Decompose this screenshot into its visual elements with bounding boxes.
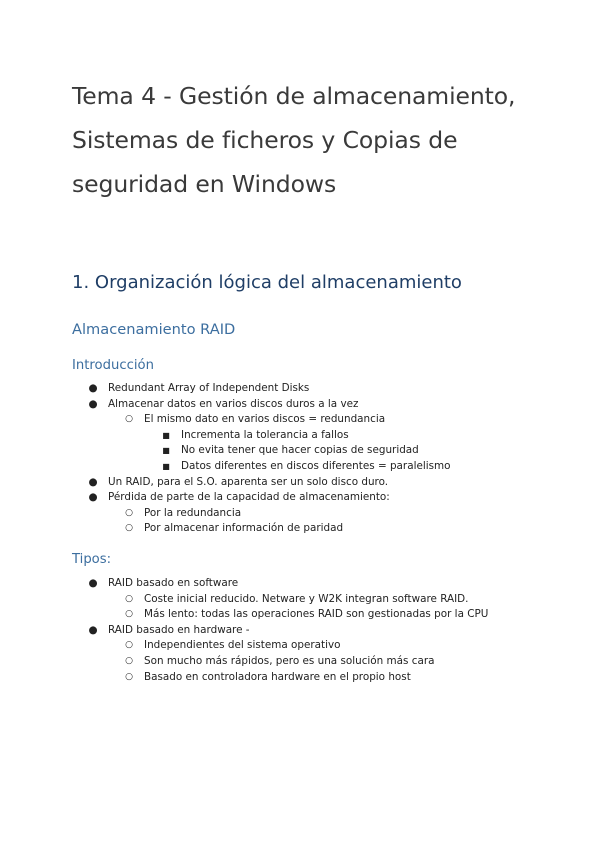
- bullet-circle-icon: ○: [125, 593, 133, 604]
- bullet-disc-icon: ●: [88, 577, 98, 589]
- list-item: [72, 459, 451, 475]
- list-item-text: RAID basado en software: [108, 577, 239, 589]
- list-item-text: El mismo dato en varios discos = redundancia: [144, 413, 386, 426]
- bullet-circle-icon: ○: [125, 640, 133, 651]
- subsection-heading: Almacenamiento RAID: [72, 321, 236, 338]
- bullet-square-icon: ■: [162, 430, 170, 440]
- list-item-text: Redundant Array of Independent Disks: [108, 382, 310, 394]
- tipos-list: [72, 576, 488, 685]
- bullet-square-icon: ■: [162, 461, 170, 471]
- list-item: [72, 654, 488, 670]
- bullet-disc-icon: ●: [88, 491, 98, 504]
- list-item-text: Por la redundancia: [144, 506, 242, 519]
- list-item-text: Datos diferentes en discos diferentes = paralelismo: [181, 459, 451, 472]
- list-item: [72, 412, 451, 428]
- list-item: [72, 443, 451, 459]
- bullet-circle-icon: ○: [125, 507, 133, 518]
- list-item: [72, 428, 451, 444]
- bullet-square-icon: ■: [162, 446, 170, 456]
- list-item-text: Un RAID, para el S.O. aparenta ser un solo disco duro.: [108, 475, 389, 488]
- list-item: [72, 490, 451, 506]
- tipos-heading: Tipos:: [72, 552, 112, 567]
- list-item: [72, 475, 451, 491]
- bullet-disc-icon: ●: [88, 475, 98, 488]
- list-item-text: Por almacenar información de paridad: [144, 522, 344, 535]
- intro-heading: Introducción: [72, 358, 154, 373]
- list-item-text: RAID basado en hardware -: [108, 623, 250, 636]
- list-item-text: Son mucho más rápidos, pero es una solución más cara: [144, 654, 435, 667]
- section-heading: 1. Organización lógica del almacenamiento: [72, 272, 462, 293]
- bullet-circle-icon: ○: [125, 414, 133, 425]
- list-item: [72, 638, 488, 654]
- bullet-disc-icon: ●: [88, 623, 98, 636]
- list-item: [72, 623, 488, 639]
- list-item: [72, 592, 488, 608]
- list-item-text: Independientes del sistema operativo: [144, 639, 341, 652]
- document-title: Tema 4 - Gestión de almacenamiento, Sistemas de ficheros y Copias de seguridad en Windows: [72, 82, 516, 198]
- list-item: [72, 381, 451, 397]
- list-item-text: Coste inicial reducido. Netware y W2K integran software RAID.: [144, 592, 469, 605]
- bullet-disc-icon: ●: [88, 382, 98, 394]
- list-item: [72, 397, 451, 413]
- bullet-circle-icon: ○: [125, 523, 133, 534]
- list-item-text: No evita tener que hacer copias de seguridad: [181, 444, 419, 457]
- list-item-text: Basado en controladora hardware en el propio host: [144, 670, 411, 683]
- list-item-text: Incrementa la tolerancia a fallos: [181, 428, 349, 441]
- list-item: [72, 607, 488, 623]
- list-item: [72, 506, 451, 522]
- bullet-circle-icon: ○: [125, 609, 133, 620]
- list-item-text: Almacenar datos en varios discos duros a la vez: [108, 397, 359, 410]
- list-item: [72, 576, 488, 592]
- bullet-circle-icon: ○: [125, 671, 133, 682]
- bullet-circle-icon: ○: [125, 655, 133, 666]
- list-item: [72, 521, 451, 537]
- list-item-text: Pérdida de parte de la capacidad de almacenamiento:: [108, 491, 390, 504]
- list-item: [72, 670, 488, 686]
- list-item-text: Más lento: todas las operaciones RAID son gestionadas por la CPU: [144, 608, 489, 621]
- bullet-disc-icon: ●: [88, 397, 98, 410]
- intro-list: [72, 381, 451, 537]
